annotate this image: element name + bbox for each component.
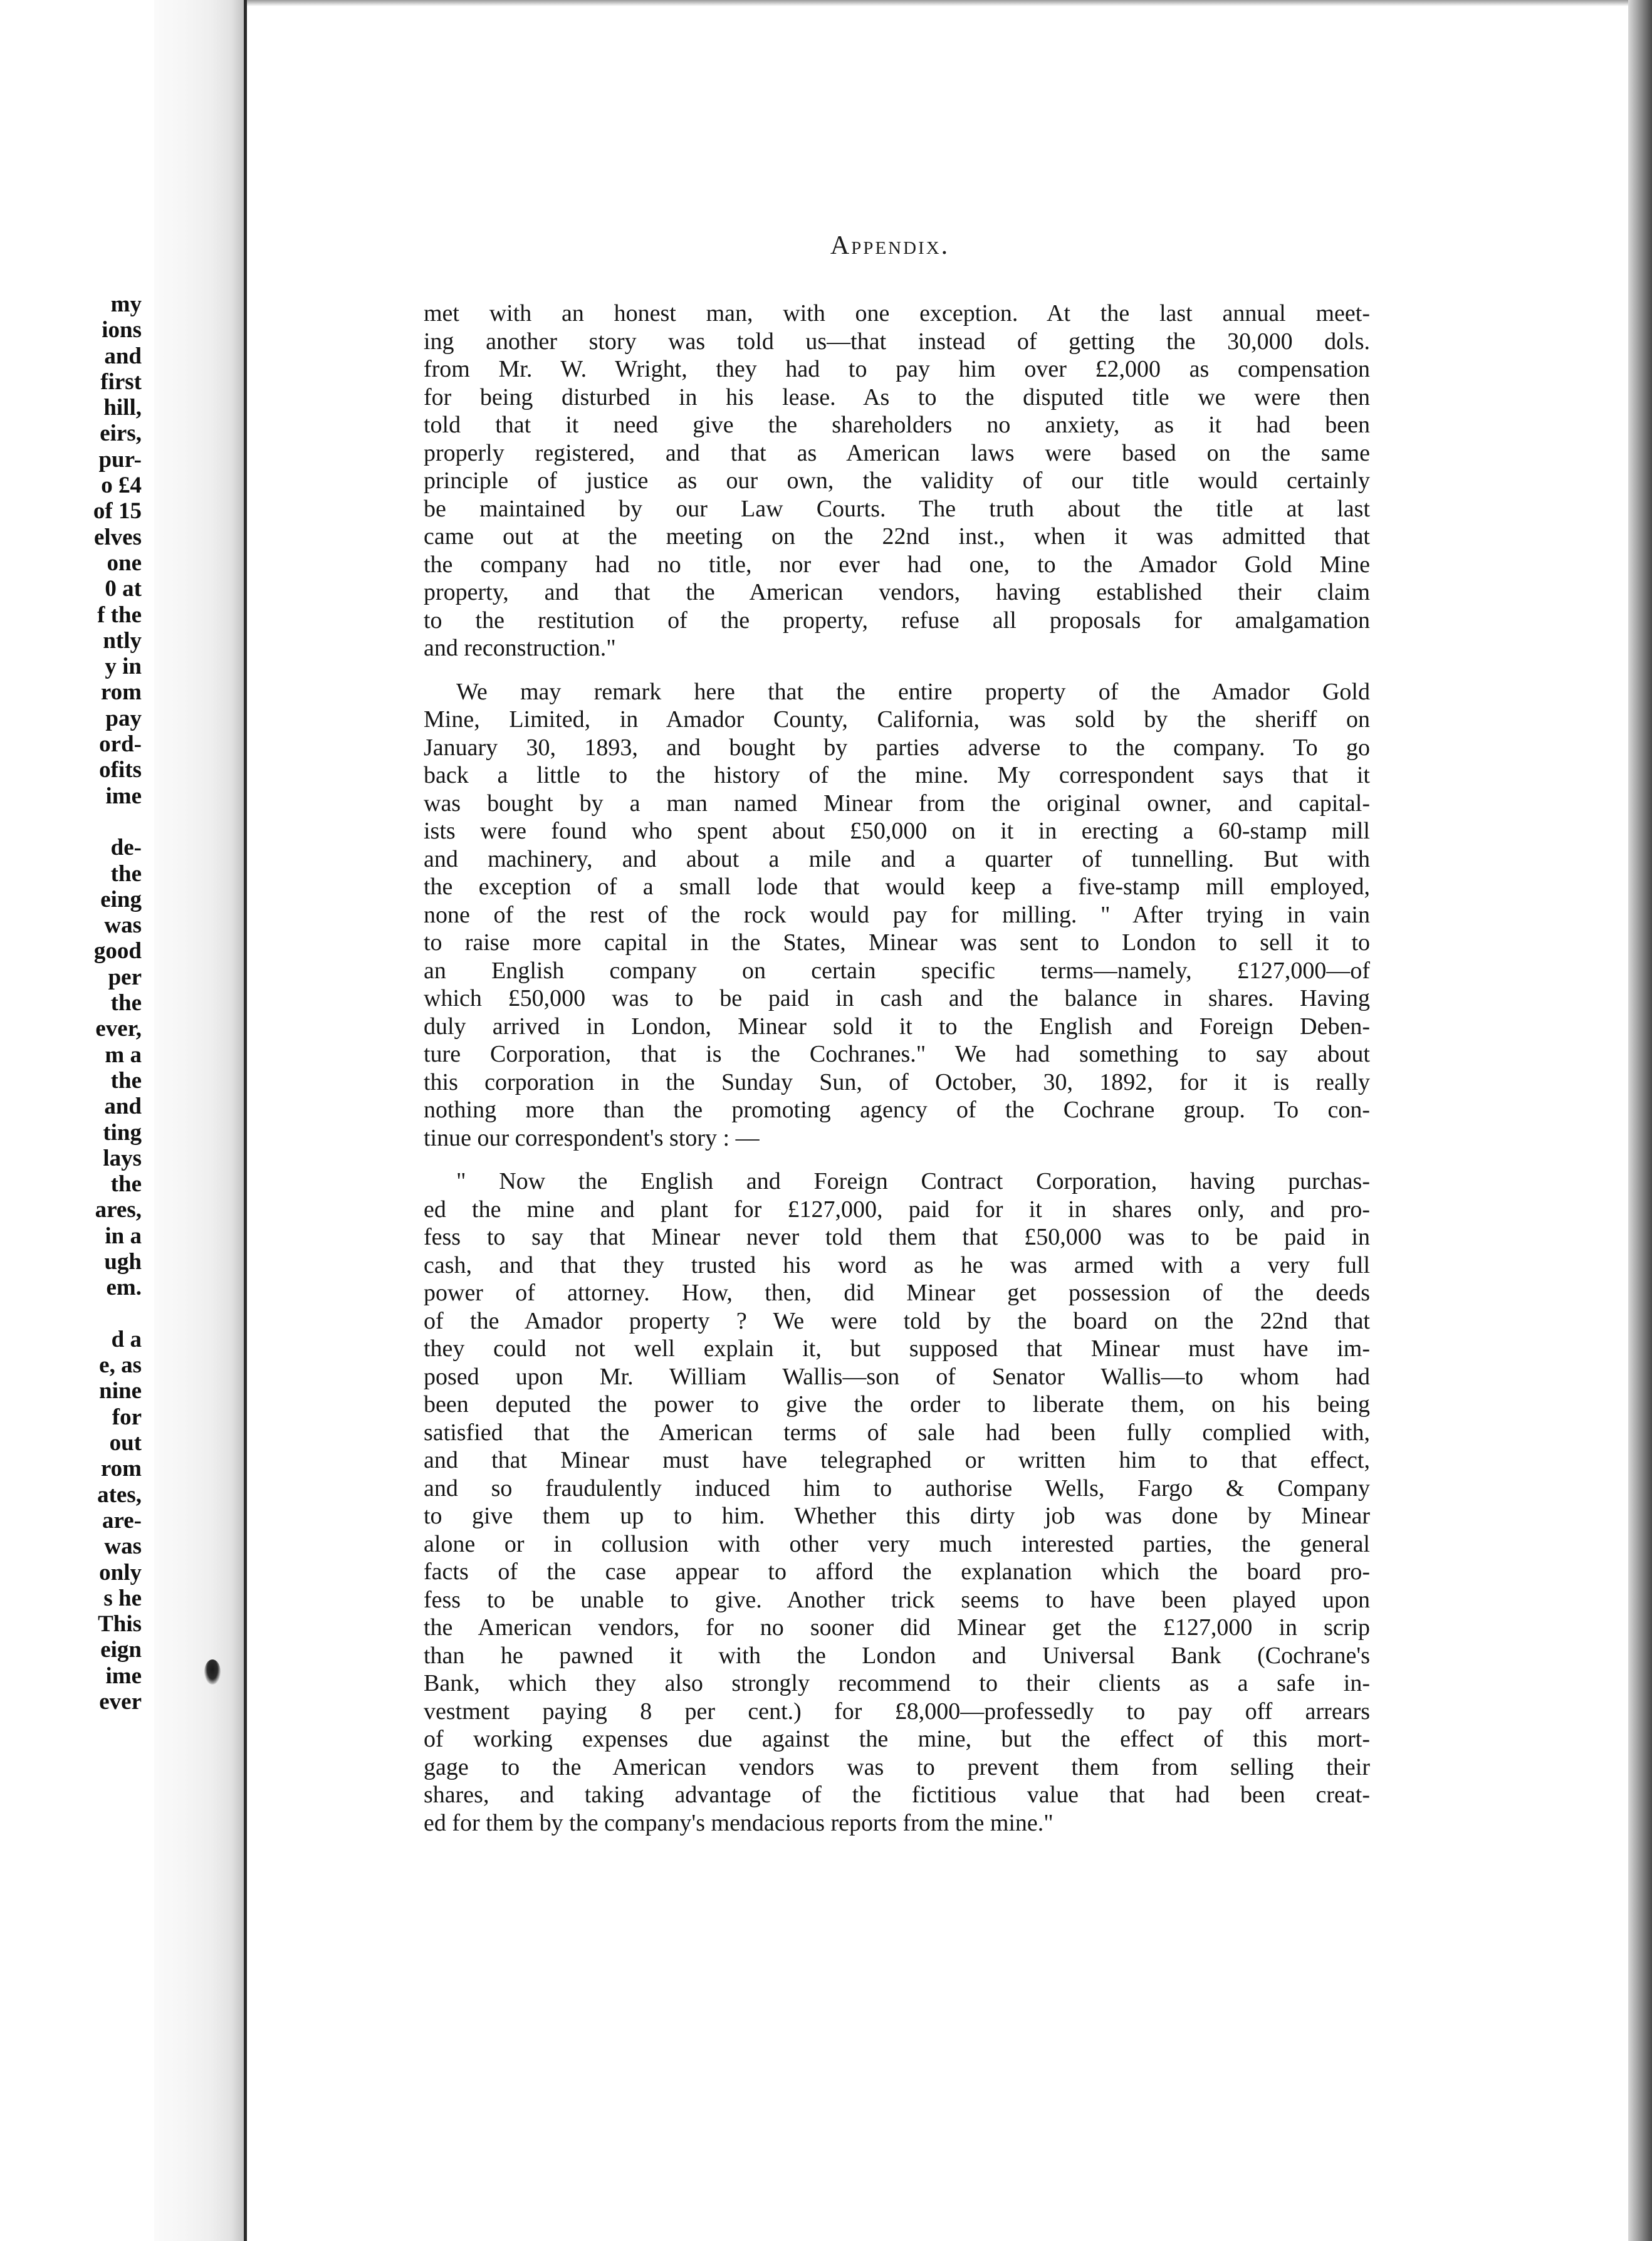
text-line: none of the rest of the rock would pay for milling. " After trying in vain xyxy=(424,901,1370,928)
left-fragment-line: ares, xyxy=(95,1197,142,1223)
left-fragment-line: e, as xyxy=(99,1352,142,1379)
left-fragment-line: ime xyxy=(105,783,142,809)
text-line: than he pawned it with the London and Universal Bank (Cochrane's xyxy=(424,1642,1370,1669)
text-line: ture Corporation, that is the Cochranes." We had something to say about xyxy=(424,1041,1370,1067)
left-fragment-line: de- xyxy=(110,835,142,861)
left-fragment-line: eirs, xyxy=(100,421,142,447)
left-fragment-line: 0 at xyxy=(105,576,142,602)
text-line: facts of the case appear to afford the explanation which the board pro- xyxy=(424,1559,1370,1585)
text-line: which £50,000 was to be paid in cash and the balance in shares. Having xyxy=(424,985,1370,1011)
left-fragment-line: the xyxy=(110,1067,142,1094)
text-line: ed for them by the company's mendacious reports from the mine." xyxy=(424,1809,1053,1836)
text-line: satisfied that the American terms of sale had been fully complied with, xyxy=(424,1419,1370,1446)
text-line: fess to say that Minear never told them that £50,000 was to be paid in xyxy=(424,1224,1370,1250)
left-fragment-line: s he xyxy=(103,1585,142,1611)
left-fragment-line: em. xyxy=(106,1275,142,1301)
text-line: they could not well explain it, but supposed that Minear must have im- xyxy=(424,1335,1370,1362)
left-fragment-line: the xyxy=(110,990,142,1016)
text-line: the company had no title, nor ever had one, to the Amador Gold Mine xyxy=(424,551,1370,578)
left-fragment-line: eign xyxy=(100,1637,142,1663)
book-gutter xyxy=(154,0,248,2241)
left-fragment-line: the xyxy=(110,860,142,887)
left-fragment-line: out xyxy=(109,1430,142,1456)
left-fragment-line: ofits xyxy=(99,757,142,783)
text-line: We may remark here that the entire property of the Amador Gold xyxy=(456,678,1370,705)
left-fragment-line: ugh xyxy=(104,1248,142,1275)
left-fragment-line: and xyxy=(104,343,142,369)
text-line: and so fraudulently induced him to authorise Wells, Fargo & Company xyxy=(424,1475,1370,1502)
text-line: told that it need give the shareholders no anxiety, as it had been xyxy=(424,412,1370,438)
text-line: and machinery, and about a mile and a quarter of tunnelling. But with xyxy=(424,845,1370,872)
text-line: ed the mine and plant for £127,000, paid for it in shares only, and pro- xyxy=(424,1196,1370,1223)
text-line: fess to be unable to give. Another trick seems to have been played upon xyxy=(424,1586,1370,1613)
text-line: been deputed the power to give the order to liberate them, on his being xyxy=(424,1391,1370,1418)
left-fragment-line: eing xyxy=(100,886,142,912)
right-page-edge xyxy=(1628,0,1652,2241)
left-fragment-line: ever xyxy=(99,1689,142,1715)
left-fragment-line: ime xyxy=(105,1663,142,1689)
text-line: the American vendors, for no sooner did Minear get the £127,000 in scrip xyxy=(424,1614,1370,1641)
text-line: ists were found who spent about £50,000 on it in erecting a 60-stamp mill xyxy=(424,818,1370,844)
left-fragment-line: good xyxy=(93,938,142,964)
left-fragment-line: d a xyxy=(111,1326,142,1352)
left-facing-page xyxy=(0,0,148,2241)
left-fragment-line: first xyxy=(100,368,142,395)
text-line: to give them up to him. Whether this dirty job was done by Minear xyxy=(424,1503,1370,1529)
text-line: duly arrived in London, Minear sold it to the English and Foreign Deben- xyxy=(424,1013,1370,1040)
text-line: January 30, 1893, and bought by parties adverse to the company. To go xyxy=(424,734,1370,761)
running-head: Appendix. xyxy=(830,231,950,260)
text-line: from Mr. W. Wright, they had to pay him over £2,000 as compensation xyxy=(424,356,1370,382)
left-fragment-line: f the xyxy=(97,602,142,628)
text-line: alone or in collusion with other very much interested parties, the general xyxy=(424,1530,1370,1557)
left-fragment-line xyxy=(93,1301,142,1327)
left-fragment-line: ions xyxy=(102,317,142,343)
text-column xyxy=(424,300,1370,1837)
text-line: power of attorney. How, then, did Minear get possession of the deeds xyxy=(424,1280,1370,1306)
text-line: tinue our correspondent's story : — xyxy=(424,1124,760,1151)
text-line: of the Amador property ? We were told by the board on the 22nd that xyxy=(424,1307,1370,1334)
text-line: nothing more than the promoting agency of the Cochrane group. To con- xyxy=(424,1097,1370,1123)
text-line: gage to the American vendors was to prevent them from selling their xyxy=(424,1753,1370,1780)
left-fragment-line: of 15 xyxy=(93,498,142,525)
text-line: met with an honest man, with one exception. At the last annual meet- xyxy=(424,300,1370,326)
left-fragment-line: ting xyxy=(103,1119,142,1146)
left-fragment-line: per xyxy=(108,964,142,990)
left-fragment-line xyxy=(93,809,142,835)
text-line: of working expenses due against the mine, but the effect of this mort- xyxy=(424,1726,1370,1752)
left-fragment-line: This xyxy=(98,1611,142,1638)
left-fragment-line: pur- xyxy=(98,446,142,473)
left-fragment-line: elves xyxy=(93,524,142,550)
text-line: property, and that the American vendors, having established their claim xyxy=(424,579,1370,605)
text-line: properly registered, and that as American laws were based on the same xyxy=(424,439,1370,466)
left-fragment-line: o £4 xyxy=(101,473,142,499)
left-fragment-line: was xyxy=(104,1533,142,1560)
left-fragment-line: m a xyxy=(105,1042,142,1068)
binding-stain-mark xyxy=(204,1659,221,1685)
text-line: posed upon Mr. William Wallis—son of Senator Wallis—to whom had xyxy=(424,1363,1370,1390)
left-fragment-line: only xyxy=(99,1559,142,1585)
left-fragment-line: ates, xyxy=(97,1481,142,1508)
text-line: cash, and that they trusted his word as he was armed with a very full xyxy=(424,1251,1370,1278)
left-fragment-line: hill, xyxy=(103,395,142,421)
text-line: was bought by a man named Minear from the original owner, and capital- xyxy=(424,790,1370,817)
left-fragment-line: rom xyxy=(100,679,142,706)
text-line: " Now the English and Foreign Contract Corporation, having purchas- xyxy=(456,1168,1370,1194)
left-fragment-line: are- xyxy=(102,1507,142,1533)
left-fragment-line: the xyxy=(110,1171,142,1198)
left-fragment-line: lays xyxy=(103,1145,142,1171)
text-line: principle of justice as our own, the validity of our title would certainly xyxy=(424,468,1370,494)
left-fragment-line: pay xyxy=(105,705,142,731)
text-line: to the restitution of the property, refuse all proposals for amalgamation xyxy=(424,607,1370,634)
text-line: and reconstruction." xyxy=(424,635,616,661)
left-fragment-line: nine xyxy=(99,1378,142,1404)
text-line: and that Minear must have telegraphed or written him to that effect, xyxy=(424,1447,1370,1473)
left-fragment-line: ord- xyxy=(99,731,142,758)
paragraph-main xyxy=(424,678,1370,1152)
page-top-shadow xyxy=(247,0,1628,6)
left-fragment-line: my xyxy=(110,291,142,317)
left-page-text-fragment xyxy=(93,291,142,1715)
left-fragment-line: for xyxy=(112,1404,142,1430)
text-line: Mine, Limited, in Amador County, California, was sold by the sheriff on xyxy=(424,706,1370,733)
text-line: an English company on certain specific terms—namely, £127,000—of xyxy=(424,957,1370,984)
text-line: ing another story was told us—that instead of getting the 30,000 dols. xyxy=(424,328,1370,355)
left-fragment-line: ntly xyxy=(103,627,142,654)
text-line: the exception of a small lode that would keep a five-stamp mill employed, xyxy=(424,874,1370,900)
text-line: this corporation in the Sunday Sun, of October, 30, 1892, for it is really xyxy=(424,1068,1370,1095)
left-fragment-line: in a xyxy=(105,1223,142,1249)
text-line: for being disturbed in his lease. As to the disputed title we were then xyxy=(424,384,1370,410)
paragraph-quote-continuation xyxy=(424,300,1370,662)
left-fragment-line: one xyxy=(107,550,142,576)
text-line: to raise more capital in the States, Minear was sent to London to sell it to xyxy=(424,929,1370,956)
text-line: be maintained by our Law Courts. The truth about the title at last xyxy=(424,495,1370,522)
text-line: vestment paying 8 per cent.) for £8,000—professedly to pay off arrears xyxy=(424,1698,1370,1725)
left-fragment-line: y in xyxy=(105,654,142,680)
text-line: came out at the meeting on the 22nd inst., when it was admitted that xyxy=(424,523,1370,550)
left-fragment-line: was xyxy=(104,912,142,939)
text-line: Bank, which they also strongly recommend to their clients as a safe in- xyxy=(424,1670,1370,1696)
left-fragment-line: rom xyxy=(100,1456,142,1482)
text-line: shares, and taking advantage of the fictitious value that had been creat- xyxy=(424,1782,1370,1808)
left-fragment-line: ever, xyxy=(95,1016,142,1042)
text-line: back a little to the history of the mine. My correspondent says that it xyxy=(424,762,1370,788)
paragraph-quote xyxy=(424,1168,1370,1837)
left-fragment-line: and xyxy=(104,1094,142,1120)
